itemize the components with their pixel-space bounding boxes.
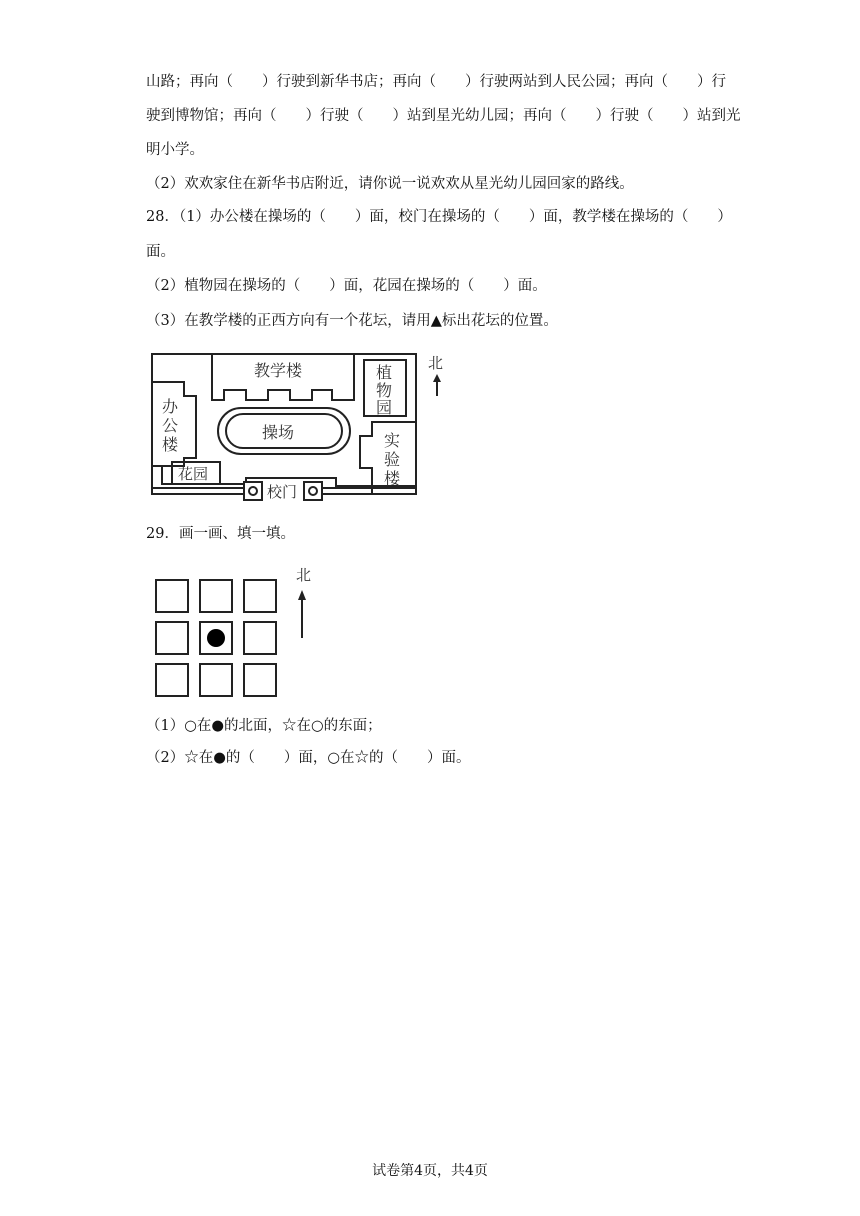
label-botanical-1: 植 [376,363,393,382]
grid-cell-ne [244,580,276,612]
label-gate: 校门 [267,483,298,501]
q27-line-3: 明小学。 [146,142,204,158]
gate-pillar-right [304,482,322,500]
black-dot-icon [207,629,225,647]
label-lab-3: 楼 [384,469,401,488]
grid-cell-sw [156,664,188,696]
page-footer: 试卷第4页，共4页 [372,1163,488,1179]
q28-sub1-line-2: 面。 [146,244,175,260]
q28-sub1-line-1: 28．（1）办公楼在操场的（ ）面，校门在操场的（ ）面，教学楼在操场的（ ） [146,209,732,225]
q29-sub1: （1）○在●的北面，☆在○的东面； [146,718,382,734]
grid-cell-e [244,622,276,654]
north-arrow-icon [433,374,441,396]
label-north: 北 [428,354,444,372]
q27-line-2: 驶到博物馆；再向（ ）行驶（ ）站到星光幼儿园；再向（ ）行驶（ ）站到光 [146,108,741,124]
label-office-2: 公 [162,416,179,435]
q27-sub2: （2）欢欢家住在新华书店附近，请你说一说欢欢从星光幼儿园回家的路线。 [146,176,634,192]
label-lab-2: 验 [384,450,401,469]
label-lab-1: 实 [384,431,401,450]
grid-north-arrow-icon [298,590,306,638]
q29-sub2: （2）☆在●的（ ）面，○在☆的（ ）面。 [146,750,471,766]
label-garden: 花园 [178,465,209,483]
grid-cell-w [156,622,188,654]
label-playground: 操场 [262,423,295,442]
direction-grid [150,566,330,702]
grid-north-label: 北 [296,566,312,584]
label-teaching-building: 教学楼 [254,361,303,380]
gate-pillar-left [244,482,262,500]
school-map [150,350,450,502]
label-botanical-2: 物 [376,381,393,400]
grid-cell-s [200,664,232,696]
q28-sub3: （3）在教学楼的正西方向有一个花坛，请用▲标出花坛的位置。 [146,313,558,329]
label-office-1: 办 [162,397,179,416]
label-botanical-3: 园 [376,398,393,417]
q27-line-1: 山路；再向（ ）行驶到新华书店；再向（ ）行驶两站到人民公园；再向（ ）行 [146,74,726,90]
grid-cell-se [244,664,276,696]
q28-sub2: （2）植物园在操场的（ ）面，花园在操场的（ ）面。 [146,278,547,294]
grid-cell-n [200,580,232,612]
label-office-3: 楼 [162,435,179,454]
q29-title: 29．画一画、填一填。 [146,526,295,542]
grid-cell-nw [156,580,188,612]
